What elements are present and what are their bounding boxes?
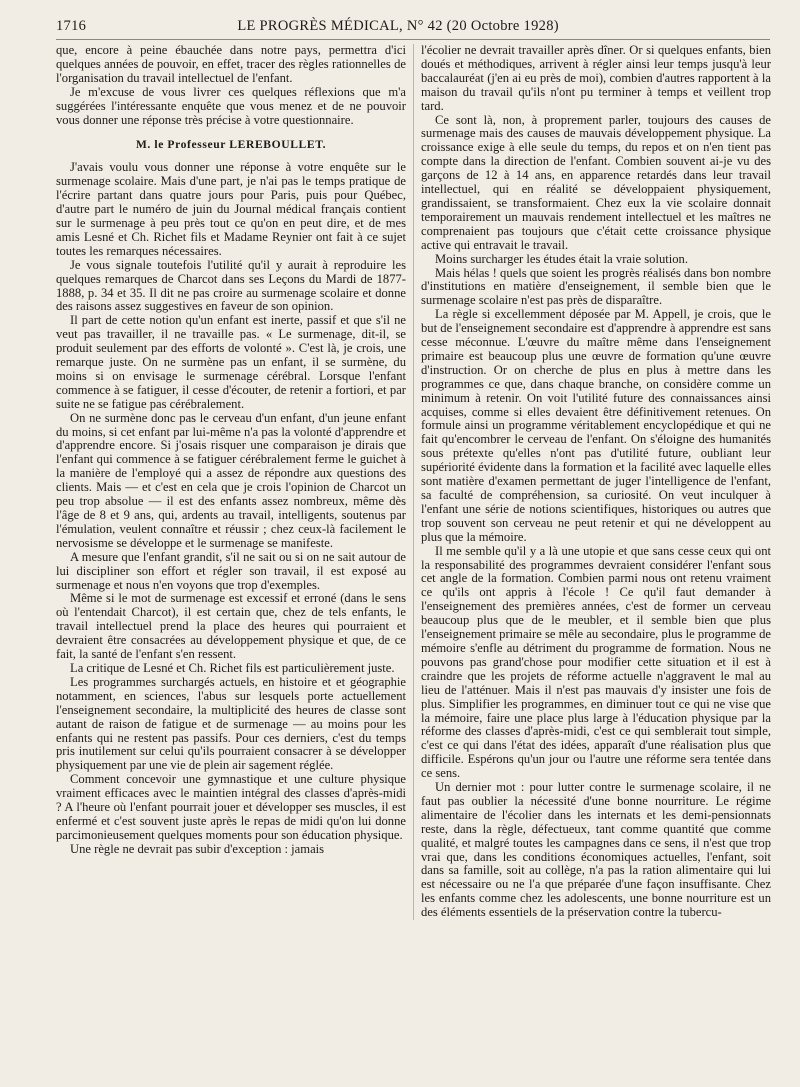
column-divider bbox=[413, 44, 414, 920]
paragraph: Un dernier mot : pour lutter contre le surmenage scolaire, il ne faut pas oublier la nécessité d'une bonne nourriture. Le régime alimentaire de l'écolier dans les internats et les demi-pensionnats reste, dans la règle, défectueux, tant comme quantité que comme qualité, et malgré toutes les campagnes dans ce sens, il n'est que trop vrai que, dans les conditions économiques actuelles, l'enfant, soit dans sa famille, soit au collège, n'a pas la ration alimentaire qui lui est nécessaire ou ne l'a que préparée d'une façon insuffisante. Chez les enfants comme chez les adolescents, une bonne nourriture est un des éléments essentiels de la préservation contre la tubercu- bbox=[421, 780, 771, 920]
paragraph: A mesure que l'enfant grandit, s'il ne sait ou si on ne sait autour de lui discipliner son effort et régler son travail, il est exposé au surmenage et nous n'en voyons que trop d'exemples. bbox=[56, 549, 406, 592]
left-column bbox=[56, 44, 406, 920]
paragraph: Les programmes surchargés actuels, en histoire et et géographie notamment, en sciences, l'abus sur lesquels porte actuellement l'enseignement secondaire, la multiplicité des heures de classe sont autant de raison de fatigue et de surmenage — au moins pour les enfants qui ne restent pas passifs. Pour ces derniers, c'est du temps pris inutilement sur celui qu'ils pourraient consacrer à se développer physiquement par une vie de plein air sagement réglée. bbox=[56, 674, 406, 773]
paragraph: Moins surcharger les études était la vraie solution. bbox=[435, 251, 688, 266]
paragraph: Comment concevoir une gymnastique et une culture physique vraiment efficaces avec le maintien intégral des classes d'après-midi ? A l'heure où l'enfant pourrait jouer et développer ses muscles, il est enfermé et c'est souvent juste après le repas de midi qu'on lui donne parcimonieusement quelques moments pour son éducation physique. bbox=[56, 772, 406, 842]
paragraph: Il part de cette notion qu'un enfant est inerte, passif et que s'il ne veut pas travailler, il ne travaille pas. « Le surmenage, dit-il, se produit seulement par des efforts de volonté ». C'est là, je crois, une remarque juste. On ne surmène pas un enfant, il se surmène, du moins si on envisage le surmenage cérébral. Lorsque l'enfant commence à se fatiguer, il cesse d'écouter, de retenir a fortiori, et par suite ne se fatigue pas cérébralement. bbox=[56, 313, 406, 411]
paragraph: Je m'excuse de vous livrer ces quelques réflexions que m'a suggérées l'intéressante enquête que vous menez et de ne pouvoir vous donner une réponse très précise à votre questionnaire. bbox=[56, 84, 406, 127]
paragraph: Une règle ne devrait pas subir d'exception : jamais bbox=[70, 841, 325, 856]
paragraph: que, encore à peine ébauchée dans notre pays, permettra d'ici quelques années de pouvoir, en effet, tracer des règles rationnelles de l'organisation du travail intellectuel de l'enfant. bbox=[56, 43, 406, 85]
paragraph: On ne surmène donc pas le cerveau d'un enfant, d'un jeune enfant du moins, si cet enfant par lui-même n'a pas la volonté d'apprendre et d'apprendre encore. Si j'osais risquer une comparaison je dirais que l'enfant qui commence à se fatiguer cérébralement ferme le guichet à la manière de l'employé qui a assez de répondre aux questions des clients. Mais — et c'est en cela que je crois l'opinion de Charcot un peu trop absolue — il est des enfants assez nombreux, même dès l'âge de 8 et 9 ans, qui, ardents au travail, intelligents, soutenus par l'émulation, veulent connaître et réussir ; chez ceux-là facilement le nervosisme se développe et le surmenage se manifeste. bbox=[56, 410, 406, 550]
page-header bbox=[56, 18, 770, 40]
paragraph: Mais hélas ! quels que soient les progrès réalisés dans bon nombre d'institutions en matière d'enseignement, il semble bien que le surmenage scolaire n'est pas près de disparaître. bbox=[421, 265, 771, 308]
paragraph: La règle si excellemment déposée par M. Appell, je crois, que le but de l'enseignement secondaire est d'apprendre à apprendre est sans cesse méconnue. L'œuvre du maître même dans l'enseignement primaire est beaucoup plus une œuvre de formation qu'une œuvre d'instruction. Or on cherche de plus en plus à mettre dans les programmes ce que, dans chaque branche, on considère comme un minimum à retenir. On voit l'utilité future des connaissances ainsi acquises, comme si elles devaient être définitivement retenues. On formule ainsi un programme véritablement encyclopédique et qui ne fait qu'encombrer le cerveau de l'enfant. On s'éloigne des humanités sous prétexte qu'elles n'ont pas d'utilité future, oubliant leur supériorité évidente dans la formation et la facilité avec laquelle elles sont matière d'examen permettant de juger l'intelligence de l'enfant, sa faculté de compréhension, sa curiosité. On veut inculquer à l'enfant une série de notions scientifiques, historiques ou autres que trop souvent son cerveau ne peut retenir et qui ne développent au plus que la mémoire. bbox=[421, 307, 771, 544]
paragraph: Même si le mot de surmenage est excessif et erroné (dans le sens où l'entendait Charcot), il est certain que, chez de tels enfants, le travail intellectuel prend la place des heures qui pourraient et devraient être consacrées au développement physique et que, de ce fait, la santé de l'enfant s'en ressent. bbox=[56, 591, 406, 662]
paragraph: Je vous signale toutefois l'utilité qu'il y aurait à reproduire les quelques remarques de Charcot dans ses Leçons du Mardi de 1877-1888, p. 34 et 35. Il dit ne pas croire au surmenage scolaire et donne des raisons assez suggestives en faveur de son opinion. bbox=[56, 257, 406, 314]
paragraph: l'écolier ne devrait travailler après dîner. Or si quelques enfants, bien doués et méthodiques, arrivent à régler ainsi leur temps jusqu'à leur baccalauréat (j'en ai eu près de moi), combien d'autres rapportent à la maison du travail qu'ils n'ont pu terminer à temps et veillent trop tard. bbox=[421, 43, 771, 113]
article-columns bbox=[56, 44, 770, 920]
page-number: 1716 bbox=[56, 18, 87, 34]
journal-title: LE PROGRÈS MÉDICAL, N° 42 (20 Octobre 1928) bbox=[237, 18, 559, 34]
paragraph: Ce sont là, non, à proprement parler, toujours des causes de surmenage mais des causes de mauvais développement physique. La croissance exige à elle seule du temps, du repos et on n'en tient pas compte dans la direction de l'enfant. Combien souvent ai-je vu des garçons de 12 à 14 ans, en apparence retardés dans leur travail intellectuel, qui en réalité se développaient physiquement, grandissaient, se transformaient. Chez eux la vie scolaire donnait temporairement un mauvais rendement intellectuel et les maîtres ne comprenaient pas toujours que c'était cette croissance physique active qui entravait le travail. bbox=[421, 112, 771, 252]
section-heading: M. le Professeur LEREBOULLET. bbox=[135, 138, 327, 152]
paragraph: La critique de Lesné et Ch. Richet fils est particulièrement juste. bbox=[70, 660, 395, 675]
paragraph: Il me semble qu'il y a là une utopie et que sans cesse ceux qui ont la responsabilité des programmes devraient considérer l'enfant sous cet angle de la formation. Combien parmi nous ont retenu vraiment ce qu'ils ont appris à l'école ! Ce qu'il faut demander à l'enseignement des premières années, c'est de former un cerveau beaucoup plus que de le meubler, et il semble bien que plus l'enseignement primaire se mêle au secondaire, plus le programme de mémoire s'enfle au détriment du programme de formation. Nous ne pouvons pas grand'chose pour modifier cette situation et il est à craindre que les projets de réforme actuelle n'aggravent le mal au lieu de l'atténuer. Mais il n'est pas mauvais d'y insister une fois de plus. Simplifier les programmes, en diminuer tout ce qui ne vise que la mémoire, faire une place plus large à l'éducation physique par la réforme des classes d'après-midi, c'est ce qui semblerait tout simple, c'est ce qui dans l'état des idées, apparaît d'une réalisation plus que difficile. Espérons qu'un jour ou l'autre une réforme sera tentée dans ce sens. bbox=[421, 543, 771, 781]
paragraph: J'avais voulu vous donner une réponse à votre enquête sur le surmenage scolaire. Mais d'une part, je n'ai pas le temps pratique de l'écrire partant dans quatre jours pour Paris, puis pour Québec, d'autre part le numéro de juin du Journal médical français contient sur le surmenage à peu près tout ce qu'on en peut dire, et de mes amis Lesné et Ch. Richet fils et Madame Reynier ont fait à ce sujet toutes les remarques nécessaires. bbox=[56, 160, 406, 258]
right-column bbox=[421, 44, 771, 920]
